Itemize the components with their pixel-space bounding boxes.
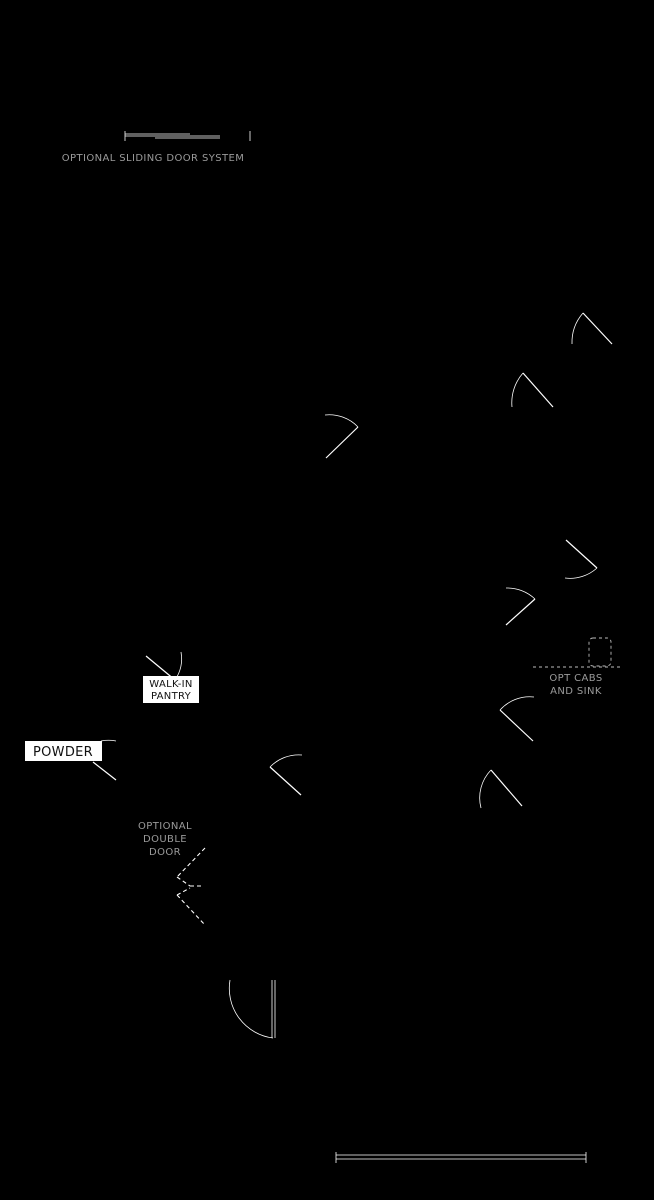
door-swing-1 [572,313,612,344]
wide-opening-symbol [336,1152,586,1163]
door-swing-5 [506,588,535,625]
opt-cabs-sink-label-line1: OPT CABS [549,673,603,684]
optional-double-door-label-line2: DOUBLE [142,834,188,845]
door-swing-4 [565,540,597,578]
powder-label: POWDER [33,745,93,760]
door-swing-3 [325,415,358,458]
sliding-door-symbol [125,131,250,141]
opt-cabs-sink-label-line2: AND SINK [550,686,602,697]
door-swing-pantry [146,652,182,680]
door-swing-6 [500,697,534,741]
sink-fixture [533,638,622,667]
door-swing-7 [270,755,302,795]
optional-double-door-symbol [177,848,205,925]
door-swing-entry [229,980,275,1038]
walk-in-pantry-label-line2: PANTRY [150,691,192,702]
door-swing-2 [512,373,553,407]
walk-in-pantry-label-line1: WALK-IN [149,679,193,690]
door-swing-8 [480,770,522,808]
sliding-door-label: OPTIONAL SLIDING DOOR SYSTEM [61,153,245,164]
optional-double-door-label-line1: OPTIONAL [138,821,192,832]
optional-double-door-label-line3: DOOR [149,847,181,858]
